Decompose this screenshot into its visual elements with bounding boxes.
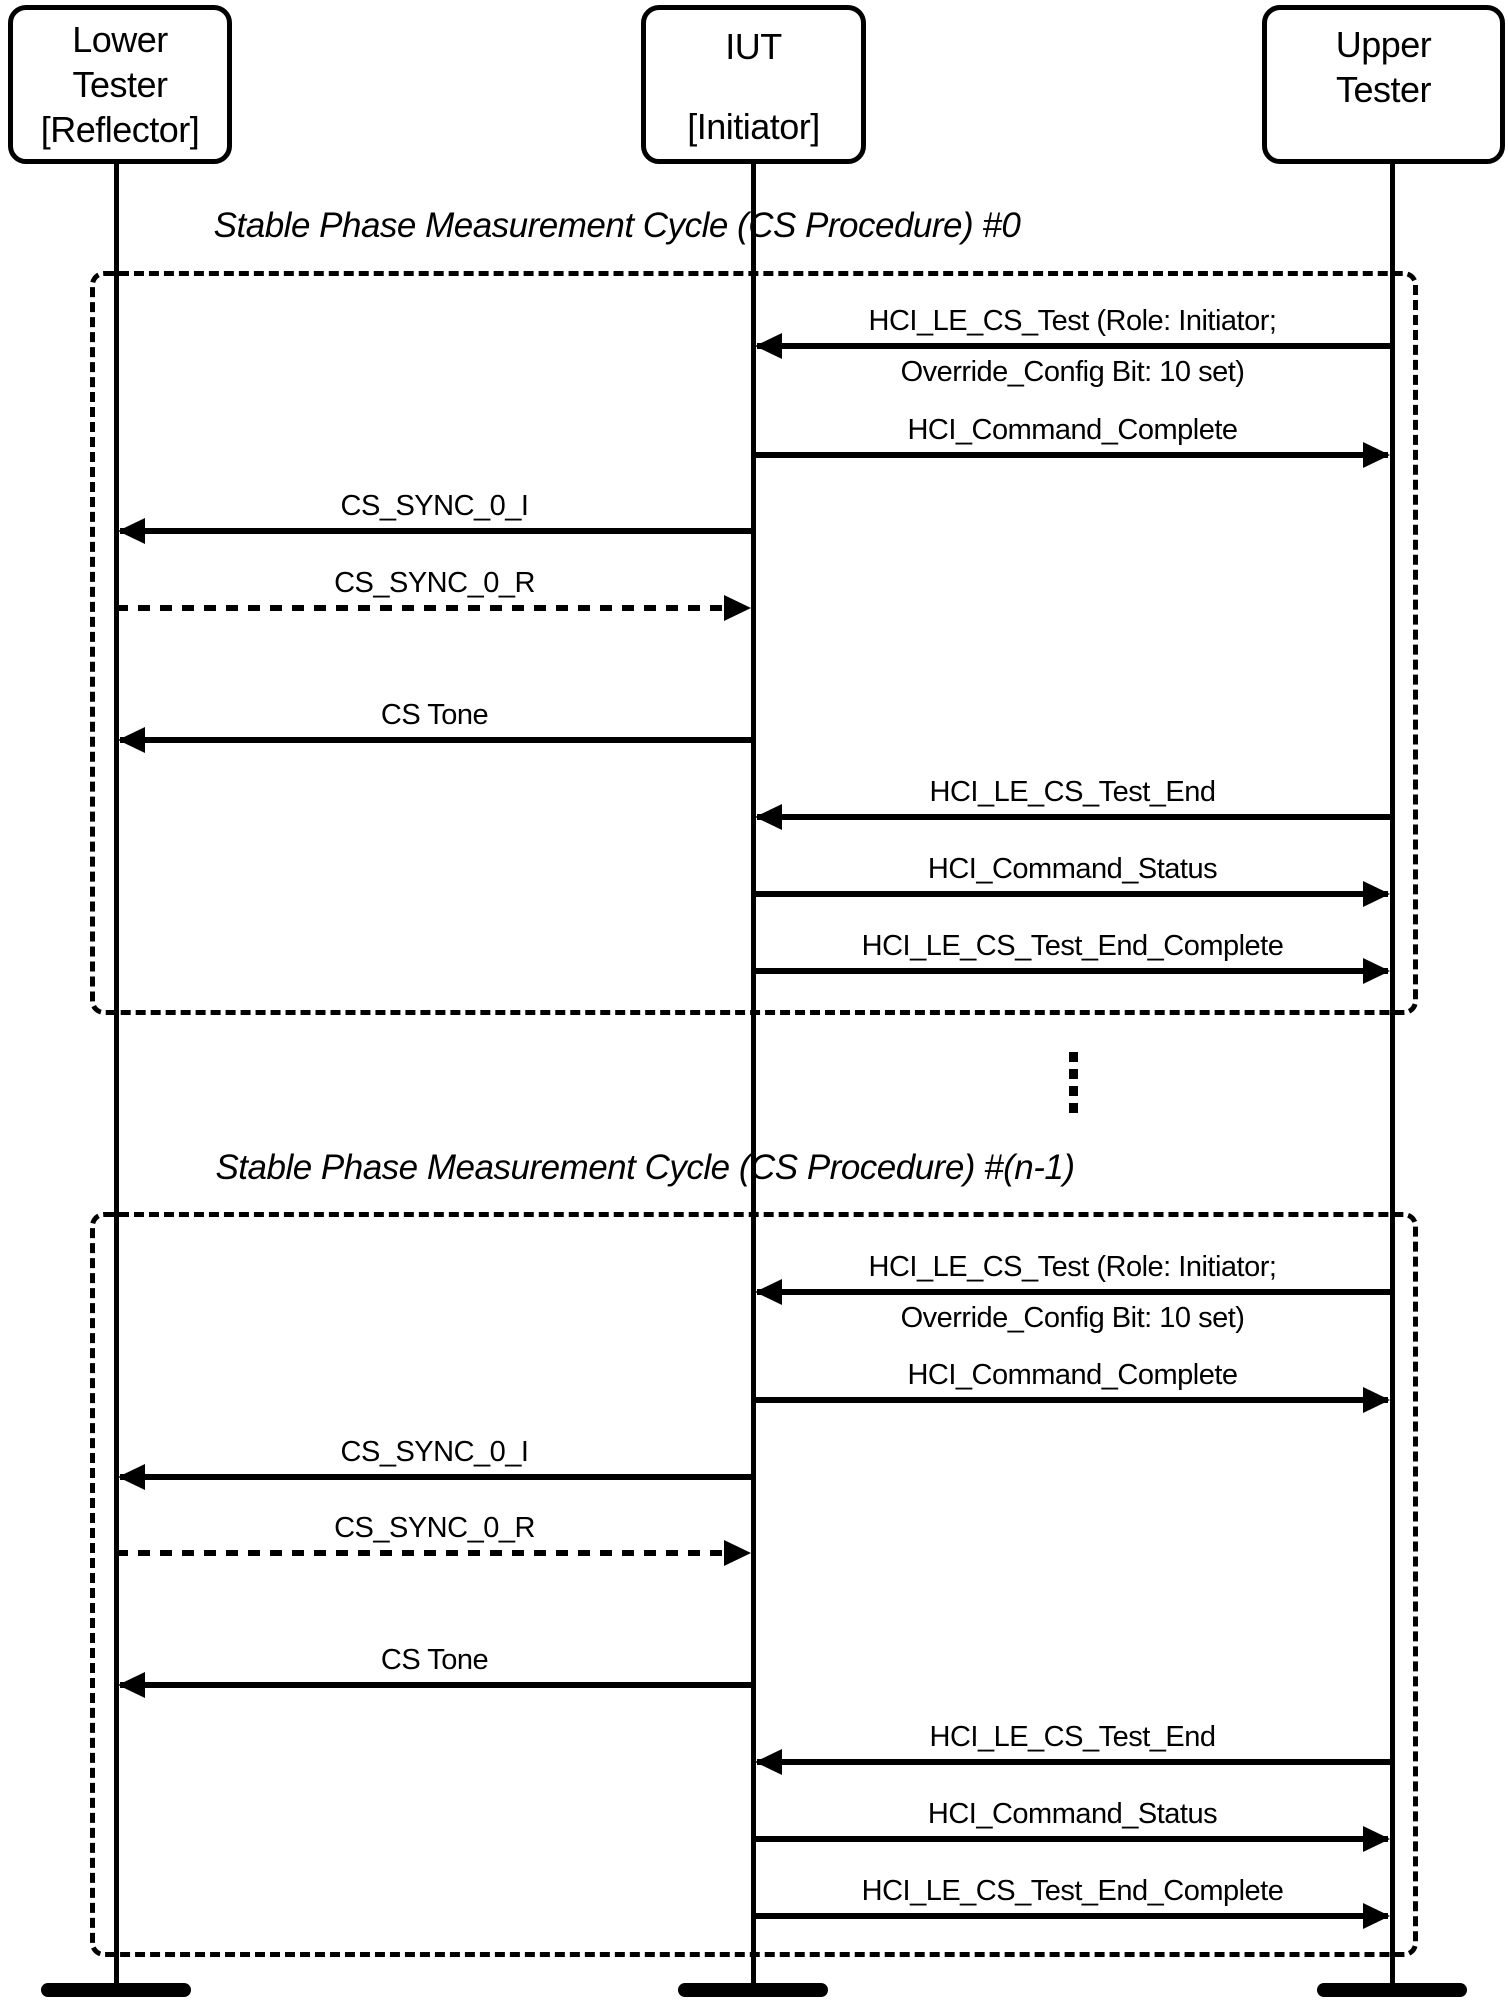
message-hci-le-cs-test-end-arrowhead <box>755 1749 782 1775</box>
message-hci-le-cs-test-end-complete-label: HCI_LE_CS_Test_End_Complete <box>861 1875 1284 1907</box>
message-hci-le-cs-test-end-complete-line <box>753 1913 1388 1919</box>
message-cs-sync-0-i-label: CS_SYNC_0_I <box>340 1436 529 1468</box>
message-hci-command-complete-label: HCI_Command_Complete <box>907 1359 1238 1391</box>
message-hci-command-status-arrowhead <box>1363 881 1390 907</box>
message-hci-command-complete-line <box>753 452 1388 458</box>
actor-box-upper-tester <box>1262 5 1505 164</box>
message-cs-tone-arrowhead <box>118 1672 145 1698</box>
message-hci-command-complete-arrowhead <box>1363 1387 1390 1413</box>
message-cs-tone-label: CS Tone <box>380 1644 489 1676</box>
continuation-ellipsis-icon <box>1069 1052 1078 1113</box>
message-hci-le-cs-test-role-initiator-label: HCI_LE_CS_Test (Role: Initiator; <box>868 1251 1277 1283</box>
message-hci-command-status-line <box>753 891 1388 897</box>
message-cs-sync-0-r-arrowhead <box>724 1540 751 1566</box>
message-hci-le-cs-test-end-complete-line <box>753 968 1388 974</box>
message-cs-tone-label: CS Tone <box>380 699 489 731</box>
message-hci-le-cs-test-end-complete-arrowhead <box>1363 958 1390 984</box>
message-hci-le-cs-test-end-complete-arrowhead <box>1363 1903 1390 1929</box>
actor-name-line: Tester <box>1335 69 1432 110</box>
message-cs-sync-0-r-label: CS_SYNC_0_R <box>334 1512 535 1544</box>
message-hci-le-cs-test-end-arrowhead <box>755 804 782 830</box>
message-cs-sync-0-r-line <box>116 1550 749 1556</box>
message-cs-sync-0-i-line <box>120 1474 753 1480</box>
message-hci-command-complete-line <box>753 1397 1388 1403</box>
message-hci-le-cs-test-end-complete-label: HCI_LE_CS_Test_End_Complete <box>861 930 1284 962</box>
message-cs-sync-0-r-label: CS_SYNC_0_R <box>334 567 535 599</box>
actor-name-line: IUT <box>725 26 782 67</box>
message-hci-command-complete-arrowhead <box>1363 442 1390 468</box>
actor-name-line: Upper <box>1335 24 1432 65</box>
message-hci-command-status-label: HCI_Command_Status <box>927 1798 1218 1830</box>
message-cs-sync-0-i-label: CS_SYNC_0_I <box>340 490 529 522</box>
message-hci-le-cs-test-role-initiator-label: HCI_LE_CS_Test (Role: Initiator; <box>868 305 1277 337</box>
message-hci-le-cs-test-role-initiator-line <box>757 343 1392 349</box>
message-hci-le-cs-test-role-initiator-label-line2: Override_Config Bit: 10 set) <box>900 356 1245 388</box>
message-hci-command-status-arrowhead <box>1363 1826 1390 1852</box>
cycle-title-0: Stable Phase Measurement Cycle (CS Procedure) #0 <box>213 206 1021 245</box>
message-hci-le-cs-test-end-label: HCI_LE_CS_Test_End <box>929 776 1216 808</box>
message-cs-sync-0-r-arrowhead <box>724 595 751 621</box>
message-cs-sync-0-i-arrowhead <box>118 518 145 544</box>
message-cs-sync-0-i-line <box>120 528 753 534</box>
message-hci-command-status-line <box>753 1836 1388 1842</box>
lifeline-terminator-upper-tester <box>1317 1983 1467 1997</box>
lifeline-terminator-lower-tester <box>41 1983 191 1997</box>
message-hci-le-cs-test-role-initiator-arrowhead <box>755 1279 782 1305</box>
message-hci-le-cs-test-role-initiator-line <box>757 1289 1392 1295</box>
actor-box-lower-tester <box>8 5 232 164</box>
message-hci-command-complete-label: HCI_Command_Complete <box>907 414 1238 446</box>
actor-box-iut <box>641 5 866 164</box>
message-hci-le-cs-test-role-initiator-label-line2: Override_Config Bit: 10 set) <box>900 1302 1245 1334</box>
cycle-title-1: Stable Phase Measurement Cycle (CS Procedure) #(n-1) <box>215 1148 1075 1187</box>
actor-name-line: Lower <box>72 19 168 60</box>
message-hci-le-cs-test-end-line <box>757 1759 1392 1765</box>
lifeline-terminator-iut <box>678 1983 828 1997</box>
message-cs-tone-line <box>120 737 753 743</box>
actor-name-line: [Reflector] <box>40 109 200 150</box>
message-hci-le-cs-test-end-line <box>757 814 1392 820</box>
message-hci-command-status-label: HCI_Command_Status <box>927 853 1218 885</box>
message-cs-sync-0-r-line <box>116 605 749 611</box>
message-cs-sync-0-i-arrowhead <box>118 1464 145 1490</box>
message-hci-le-cs-test-role-initiator-arrowhead <box>755 333 782 359</box>
message-cs-tone-line <box>120 1682 753 1688</box>
actor-name-line: [Initiator] <box>687 106 820 147</box>
message-cs-tone-arrowhead <box>118 727 145 753</box>
actor-name-line: Tester <box>72 64 168 105</box>
message-hci-le-cs-test-end-label: HCI_LE_CS_Test_End <box>929 1721 1216 1753</box>
